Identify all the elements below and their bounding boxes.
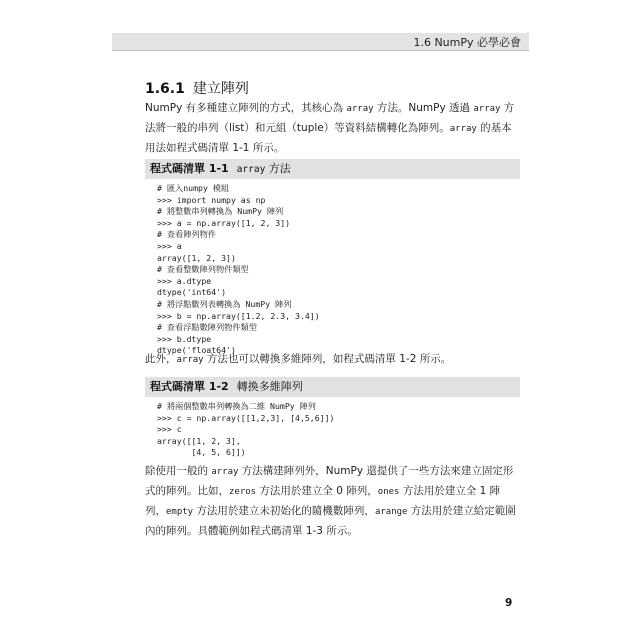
code-line: >>> a.dtype [157, 275, 212, 286]
code-block [145, 397, 520, 463]
code-line: # 匯入numpy 模組 [157, 183, 230, 193]
section-number: 1.6.1 [145, 81, 185, 97]
listing-caption [145, 377, 520, 397]
code-block [145, 179, 520, 361]
text-run: 方法將一般的串列（list）和元組（tuple）等資料結構轉化為陣列。 [145, 102, 515, 134]
listing-title-code: array [236, 164, 266, 175]
code-line: array([1, 2, 3]) [157, 252, 236, 263]
code-line: [4, 5, 6]]) [157, 447, 246, 458]
code-line: # 查看整數陣列物件類型 [157, 264, 249, 275]
page-number: 9 [505, 597, 513, 609]
text-run: 方法用於建立全 1 陣列， [145, 485, 501, 517]
text-run: 方法。NumPy 透過 [373, 102, 474, 114]
section-heading [145, 78, 249, 98]
paragraph-fixed-arrays [145, 462, 520, 541]
listing-caption [145, 159, 520, 179]
inline-code: zeros [229, 487, 257, 497]
code-line: dtype('int64') [157, 287, 227, 298]
code-line: # 將整數串列轉換為 NumPy 陣列 [157, 206, 284, 217]
inline-code: array [449, 124, 477, 134]
text-run: 除使用一般的 [145, 465, 212, 477]
code-line: >>> c [157, 424, 182, 435]
listing-label: 程式碼清單 1-1 [150, 162, 229, 175]
code-line: # 查看陣列物件 [157, 229, 216, 240]
code-line: # 將浮點數列表轉換為 NumPy 陣列 [157, 298, 292, 309]
code-listing-1-2 [145, 377, 520, 463]
code-line: dtype('float64') [157, 345, 236, 356]
text-run: 方法也可以轉換多維陣列，如程式碼清單 1-2 所示。 [203, 353, 452, 365]
listing-title [237, 162, 291, 175]
code-line: >>> c = np.array([[1,2,3], [4,5,6]]) [157, 412, 335, 423]
running-header [112, 33, 529, 51]
text-run: 方法用於建立未初始化的隨機數陣列， [193, 505, 375, 517]
paragraph-intro [145, 99, 520, 158]
listing-label: 程式碼清單 1-2 [150, 380, 229, 393]
text-run: 方法用於建立全 0 陣列， [256, 485, 378, 497]
code-line: array([[1, 2, 3], [157, 435, 241, 446]
inline-code: array [176, 355, 204, 365]
code-listing-1-1 [145, 159, 520, 361]
code-line: >>> a = np.array([1, 2, 3]) [157, 217, 291, 228]
inline-code: ones [377, 487, 400, 497]
inline-code: array [473, 104, 501, 114]
inline-code: empty [166, 507, 194, 517]
code-line: >>> import numpy as np [157, 194, 266, 205]
inline-code: array [211, 467, 239, 477]
listing-title-text: 方法 [265, 162, 291, 175]
code-line: # 查看浮點數陣列物件類型 [157, 322, 257, 333]
code-line: >>> b.dtype [157, 333, 212, 344]
text-run: NumPy 有多種建立陣列的方式，其核心為 [145, 102, 347, 114]
listing-title-text: 轉換多維陣列 [236, 380, 303, 393]
code-line: >>> b = np.array([1.2, 2.3, 3.4]) [157, 310, 320, 321]
code-line: # 將兩個整數串列轉換為二維 NumPy 陣列 [157, 401, 316, 411]
text-run: 方法構建陣列外，NumPy 還提供了一些方法來建立固定形式的陣列。比如， [145, 465, 514, 497]
code-line: >>> a [157, 240, 182, 251]
inline-code: array [346, 104, 374, 114]
text-run: 此外， [145, 353, 177, 365]
text-run: 方法用於建立給定範圍內的陣列。具體範例如程式碼清單 1-3 所示。 [145, 505, 516, 537]
paragraph-multidim [145, 350, 520, 370]
inline-code: arange [374, 507, 408, 517]
section-title: 建立陣列 [192, 81, 249, 97]
running-header-text: 1.6 NumPy 必學必會 [413, 36, 521, 49]
text-run: 的基本用法如程式碼清單 1-1 所示。 [145, 122, 512, 154]
